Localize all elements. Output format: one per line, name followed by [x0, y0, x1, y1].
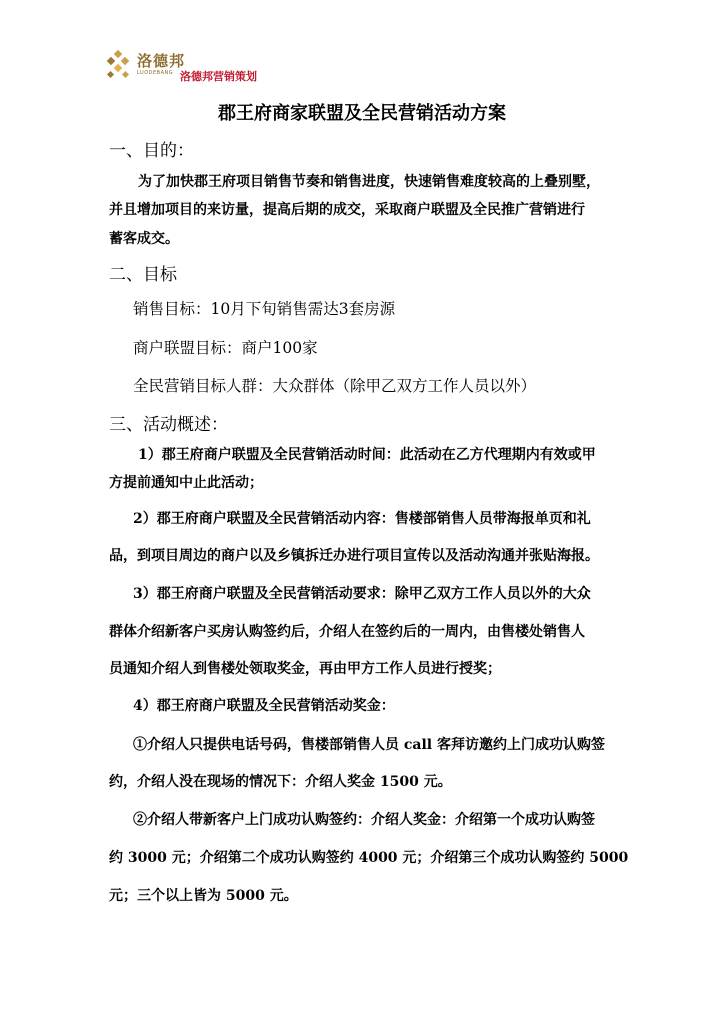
section-heading-goals: 二、目标: [109, 265, 177, 285]
document-header: [104, 44, 304, 84]
paragraph-line: 群体介绍新客户买房认购签约后，介绍人在签约后的一周内，由售楼处销售人: [109, 624, 585, 640]
paragraph-line: 约 3000 元；介绍第二个成功认购签约 4000 元；介绍第三个成功认购签约 5000: [109, 850, 629, 866]
target-audience: 全民营销目标人群：大众群体（除甲乙双方工作人员以外）: [133, 377, 537, 395]
paragraph-line: 并且增加项目的来访量，提高后期的成交，采取商户联盟及全民推广营销进行: [109, 202, 585, 218]
luodebang-logo-icon: [104, 50, 134, 80]
paragraph-line: 2）郡王府商户联盟及全民营销活动内容：售楼部销售人员带海报单页和礼: [133, 511, 591, 527]
logo-english-text: LUODEBANG: [137, 70, 174, 76]
paragraph-line: 3）郡王府商户联盟及全民营销活动要求：除甲乙双方工作人员以外的大众: [133, 586, 591, 602]
paragraph-line: 蓄客成交。: [109, 231, 179, 247]
paragraph-line: 4）郡王府商户联盟及全民营销活动奖金：: [133, 698, 395, 714]
paragraph-line: 为了加快郡王府项目销售节奏和销售进度，快速销售难度较高的上叠别墅，: [138, 174, 600, 190]
header-subtitle: 洛德邦营销策划: [180, 70, 257, 83]
paragraph-line: 方提前通知中止此活动；: [109, 475, 263, 491]
section-heading-overview: 三、活动概述：: [109, 415, 228, 435]
section-heading-purpose: 一、目的：: [109, 141, 194, 161]
paragraph-line: ①介绍人只提供电话号码，售楼部销售人员 call 客拜访邀约上门成功认购签: [133, 737, 605, 753]
paragraph-line: ②介绍人带新客户上门成功认购签约：介绍人奖金：介绍第一个成功认购签: [133, 812, 595, 828]
paragraph-line: 品，到项目周边的商户以及乡镇拆迁办进行项目宣传以及活动沟通并张贴海报。: [109, 548, 599, 564]
document-title: 郡王府商家联盟及全民营销活动方案: [218, 103, 506, 124]
paragraph-line: 约，介绍人没在现场的情况下：介绍人奖金 1500 元。: [109, 774, 452, 790]
logo-text: 洛德邦: [137, 52, 186, 70]
paragraph-line: 员通知介绍人到售楼处领取奖金，再由甲方工作人员进行授奖；: [109, 661, 501, 677]
merchant-alliance-target: 商户联盟目标：商户100家: [133, 339, 318, 357]
paragraph-line: 1）郡王府商户联盟及全民营销活动时间：此活动在乙方代理期内有效或甲: [138, 447, 596, 463]
paragraph-line: 元；三个以上皆为 5000 元。: [109, 888, 298, 904]
sales-target: 销售目标：10月下旬销售需达3套房源: [133, 300, 396, 318]
